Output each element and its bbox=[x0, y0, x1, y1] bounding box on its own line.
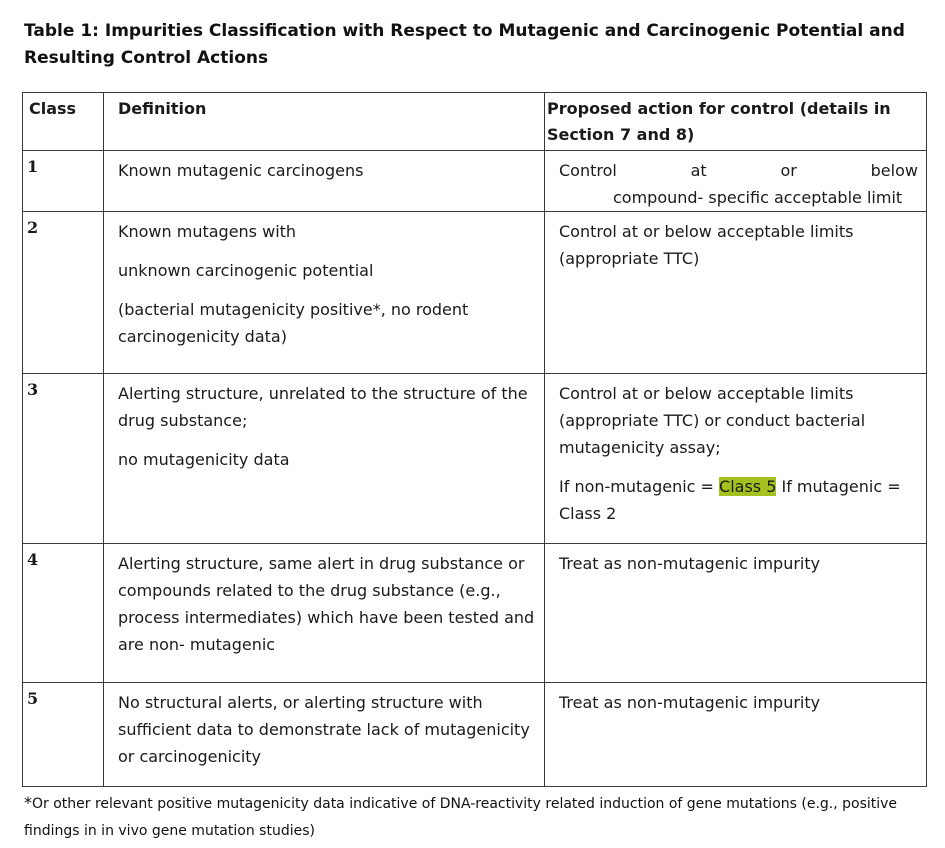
table-header-row bbox=[23, 93, 927, 151]
highlighted-class-5: Class 5 bbox=[719, 477, 777, 496]
action-justified-line bbox=[559, 157, 924, 184]
action-cell bbox=[545, 544, 927, 683]
definition-text: unknown carcinogenic potential bbox=[118, 261, 374, 280]
definition-text: Known mutagenic carcinogens bbox=[118, 161, 364, 180]
footnote-text: Or other relevant positive mutagenicity data indicative of DNA-reactivity related induction of gene mutations (e.g., positive findings in in vivo gene mutation studies) bbox=[24, 796, 898, 839]
definition-cell bbox=[104, 683, 545, 787]
action-text: compound- specific acceptable limit bbox=[613, 188, 903, 207]
table-row bbox=[23, 151, 927, 212]
action-word: Control bbox=[559, 161, 617, 180]
action-text: If non-mutagenic = bbox=[559, 477, 720, 496]
class-cell: 4 bbox=[23, 544, 104, 683]
action-cell bbox=[545, 374, 927, 544]
definition-cell bbox=[104, 212, 545, 374]
table-row bbox=[23, 544, 927, 683]
footnote-marker: * bbox=[24, 793, 32, 812]
action-text: Control at or below acceptable limits (appropriate TTC) bbox=[559, 222, 854, 268]
action-text: Treat as non-mutagenic impurity bbox=[559, 554, 821, 573]
definition-text: no mutagenicity data bbox=[118, 450, 290, 469]
class-cell: 5 bbox=[23, 683, 104, 787]
action-word: below bbox=[870, 161, 918, 180]
action-word: or bbox=[780, 161, 797, 180]
class-cell: 2 bbox=[23, 212, 104, 374]
definition-text: Alerting structure, unrelated to the structure of the drug substance; bbox=[118, 384, 528, 430]
definition-text: Alerting structure, same alert in drug substance or compounds related to the drug substance (e.g., process intermediates) which have been tested and are non- mutagenic bbox=[118, 554, 535, 654]
definition-text: (bacterial mutagenicity positive*, no rodent carcinogenicity data) bbox=[118, 300, 469, 346]
definition-cell bbox=[104, 374, 545, 544]
action-cell bbox=[545, 212, 927, 374]
header-class: Class bbox=[23, 93, 104, 151]
header-definition: Definition bbox=[104, 93, 545, 151]
action-text: Control at or below acceptable limits (appropriate TTC) or conduct bacterial mutagenicity assay; bbox=[559, 384, 866, 457]
impurities-table bbox=[22, 92, 927, 787]
class-cell: 1 bbox=[23, 151, 104, 212]
table-row bbox=[23, 212, 927, 374]
definition-cell bbox=[104, 151, 545, 212]
definition-text: Known mutagens with bbox=[118, 222, 297, 241]
action-cell bbox=[545, 151, 927, 212]
action-conditional bbox=[559, 473, 918, 527]
definition-cell bbox=[104, 544, 545, 683]
footnote bbox=[24, 789, 929, 845]
class-cell: 3 bbox=[23, 374, 104, 544]
definition-text: No structural alerts, or alerting structure with sufficient data to demonstrate lack of mutagenicity or carcinogenicity bbox=[118, 693, 530, 766]
table-row bbox=[23, 683, 927, 787]
table-caption: Table 1: Impurities Classification with Respect to Mutagenic and Carcinogenic Potential and Resulting Control Actions bbox=[24, 21, 905, 68]
table-row bbox=[23, 374, 927, 544]
action-word: at bbox=[690, 161, 707, 180]
header-action: Proposed action for control (details in Section 7 and 8) bbox=[545, 93, 927, 151]
action-text: Treat as non-mutagenic impurity bbox=[559, 693, 821, 712]
action-cell bbox=[545, 683, 927, 787]
action-text: If mutagenic = Class 2 bbox=[559, 477, 901, 523]
